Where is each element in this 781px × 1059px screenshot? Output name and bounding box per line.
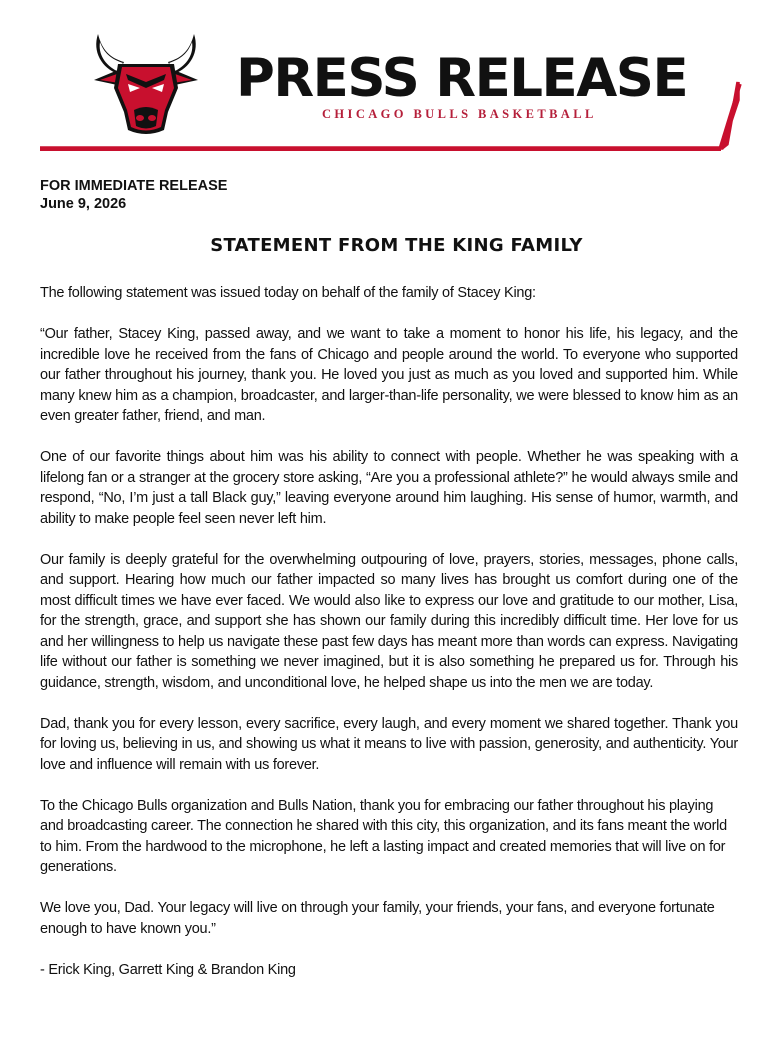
signature-line: - Erick King, Garrett King & Brandon King <box>40 961 296 978</box>
statement-paragraph: “Our father, Stacey King, passed away, and we want to take a moment to honor his life, his legacy, and the incredible love he received from the fans of Chicago and people around the world. To everyone who supported our father throughout his journey, thank you. He loved you just as much as you loved and supported him. While many knew him as a champion, broadcaster, and larger-than-life personality, we were blessed to know him as an even greater father, friend, and man. <box>40 326 738 424</box>
release-date: June 9, 2026 <box>40 196 127 212</box>
statement-paragraph: We love you, Dad. Your legacy will live on through your family, your friends, your fans, and everyone fortunate enough to have known you.” <box>40 900 715 937</box>
header-divider <box>0 0 781 160</box>
statement-paragraph: Dad, thank you for every lesson, every sacrifice, every laugh, and every moment we shared together. Thank you for loving us, believing in us, and showing us what it means to live with passion, generosity, and authenticity. Your love and influence will remain with us forever. <box>40 715 738 773</box>
statement-paragraph: To the Chicago Bulls organization and Bulls Nation, thank you for embracing our father throughout his playing and broadcasting career. The connection he shared with this city, this organization, and its fans meant the world to him. From the hardwood to the microphone, he left a lasting impact and created memories that will live on for generations. <box>40 797 727 875</box>
statement-headline: STATEMENT FROM THE KING FAMILY <box>210 235 583 256</box>
press-release-header <box>0 0 781 160</box>
release-info <box>40 177 227 213</box>
statement-paragraph: One of our favorite things about him was his ability to connect with people. Whether he was speaking with a lifelong fan or a stranger at the grocery store asking, “Are you a professional athlete?” he would always smile and respond, “No, I’m just a tall Black guy,” leaving everyone around him laughing. His sense of humor, warmth, and ability to make people feel seen never left him. <box>40 449 738 527</box>
statement-body <box>40 283 738 1001</box>
release-label: FOR IMMEDIATE RELEASE <box>40 178 228 194</box>
intro-paragraph: The following statement was issued today on behalf of the family of Stacey King: <box>40 285 536 301</box>
press-release-subtitle: CHICAGO BULLS BASKETBALL <box>322 107 597 121</box>
press-release-title: PRESS RELEASE <box>236 48 688 109</box>
statement-paragraph: Our family is deeply grateful for the overwhelming outpouring of love, prayers, stories, messages, phone calls, and support. Hearing how much our father impacted so many lives has brought us comfort during one of the most difficult times we have ever faced. We would also like to express our love and gratitude to our mother, Lisa, for the strength, grace, and support she has shown our family during this incredibly difficult time. Her love for us and her willingness to help us navigate these past few days has meant more than words can express. Navigating life without our father is something we never imagined, but it is also something he prepared us for. Through his guidance, strength, wisdom, and unconditional love, he helped shape us into the men we are today. <box>40 551 738 691</box>
